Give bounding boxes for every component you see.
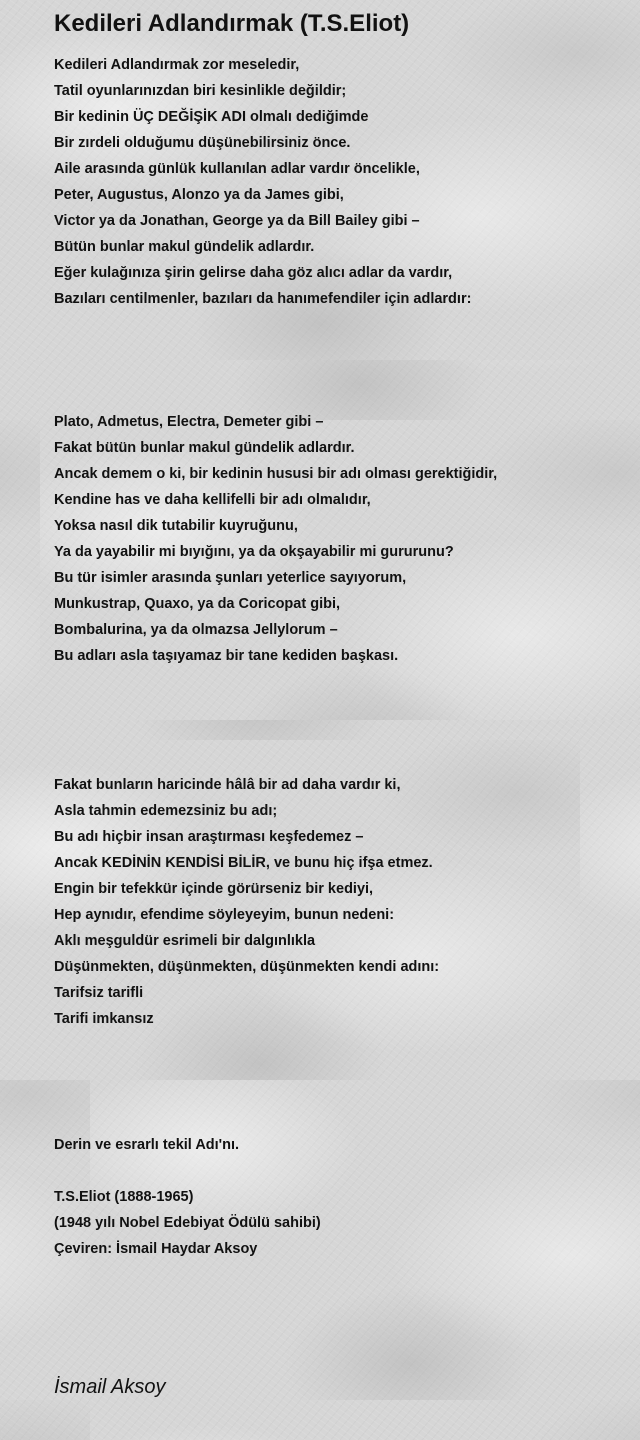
poem-panel-3	[0, 720, 640, 1080]
author-line: T.S.Eliot (1888-1965)	[54, 1189, 194, 1205]
line-gap	[54, 1158, 321, 1184]
signature: İsmail Aksoy	[54, 1376, 166, 1398]
poem-line: Ancak demem o ki, bir kedinin hususi bir adı olması gerektiğidir,	[54, 466, 498, 482]
translator-line: Çeviren: İsmail Haydar Aksoy	[54, 1241, 258, 1257]
poem-line: Asla tahmin edemezsiniz bu adı;	[54, 803, 278, 819]
poem-line: Ya da yayabilir mi bıyığını, ya da okşayabilir mi gururunu?	[54, 544, 454, 560]
poem-line: Tatil oyunlarınızdan biri kesinlikle değildir;	[54, 83, 347, 99]
poem-line: Tarifi imkansız	[54, 1011, 154, 1027]
poem-line: Aklı meşguldür esrimeli bir dalgınlıkla	[54, 933, 316, 949]
poem-line: Bir zırdeli olduğumu düşünebilirsiniz önce.	[54, 135, 351, 151]
poem-line: Bu adları asla taşıyamaz bir tane kediden başkası.	[54, 648, 399, 664]
poem-line: Plato, Admetus, Electra, Demeter gibi –	[54, 414, 324, 430]
poem-line: Victor ya da Jonathan, George ya da Bill Bailey gibi –	[54, 213, 420, 229]
poem-line: Düşünmekten, düşünmekten, düşünmekten kendi adını:	[54, 959, 440, 975]
poem-line: Kedileri Adlandırmak zor meseledir,	[54, 57, 300, 73]
stanza-3	[54, 772, 439, 1032]
poem-line: Bütün bunlar makul gündelik adlardır.	[54, 239, 315, 255]
poem-line: Bazıları centilmenler, bazıları da hanımefendiler için adlardır:	[54, 291, 472, 307]
award-line: (1948 yılı Nobel Edebiyat Ödülü sahibi)	[54, 1215, 321, 1231]
poem-line: Fakat bütün bunlar makul gündelik adlardır.	[54, 440, 355, 456]
poem-line: Derin ve esrarlı tekil Adı'nı.	[54, 1137, 240, 1153]
poem-line: Yoksa nasıl dik tutabilir kuyruğunu,	[54, 518, 298, 534]
poem-title: Kedileri Adlandırmak (T.S.Eliot)	[54, 10, 410, 37]
poem-line: Munkustrap, Quaxo, ya da Coricopat gibi,	[54, 596, 341, 612]
poem-panel-1	[0, 0, 640, 360]
poem-line: Kendine has ve daha kellifelli bir adı olmalıdır,	[54, 492, 371, 508]
poem-line: Bu adı hiçbir insan araştırması keşfedemez –	[54, 829, 364, 845]
poem-panel-2	[0, 360, 640, 720]
poem-line: Hep aynıdır, efendime söyleyeyim, bunun nedeni:	[54, 907, 395, 923]
poem-panel-4	[0, 1080, 640, 1440]
poem-line: Bu tür isimler arasında şunları yeterlice sayıyorum,	[54, 570, 407, 586]
poem-line: Bombalurina, ya da olmazsa Jellylorum –	[54, 622, 338, 638]
stanza-2	[54, 409, 497, 669]
poem-line: Bir kedinin ÜÇ DEĞİŞİK ADI olmalı dediğimde	[54, 109, 369, 125]
poem-line: Peter, Augustus, Alonzo ya da James gibi,	[54, 187, 344, 203]
poem-line: Aile arasında günlük kullanılan adlar vardır öncelikle,	[54, 161, 420, 177]
stanza-4	[54, 1132, 321, 1262]
poem-line: Eğer kulağınıza şirin gelirse daha göz alıcı adlar da vardır,	[54, 265, 453, 281]
poem-line: Tarifsiz tarifli	[54, 985, 144, 1001]
stanza-1	[54, 52, 471, 312]
poem-line: Engin bir tefekkür içinde görürseniz bir kediyi,	[54, 881, 374, 897]
poem-line: Ancak KEDİNİN KENDİSİ BİLİR, ve bunu hiç ifşa etmez.	[54, 855, 433, 871]
poem-line: Fakat bunların haricinde hâlâ bir ad daha vardır ki,	[54, 777, 401, 793]
